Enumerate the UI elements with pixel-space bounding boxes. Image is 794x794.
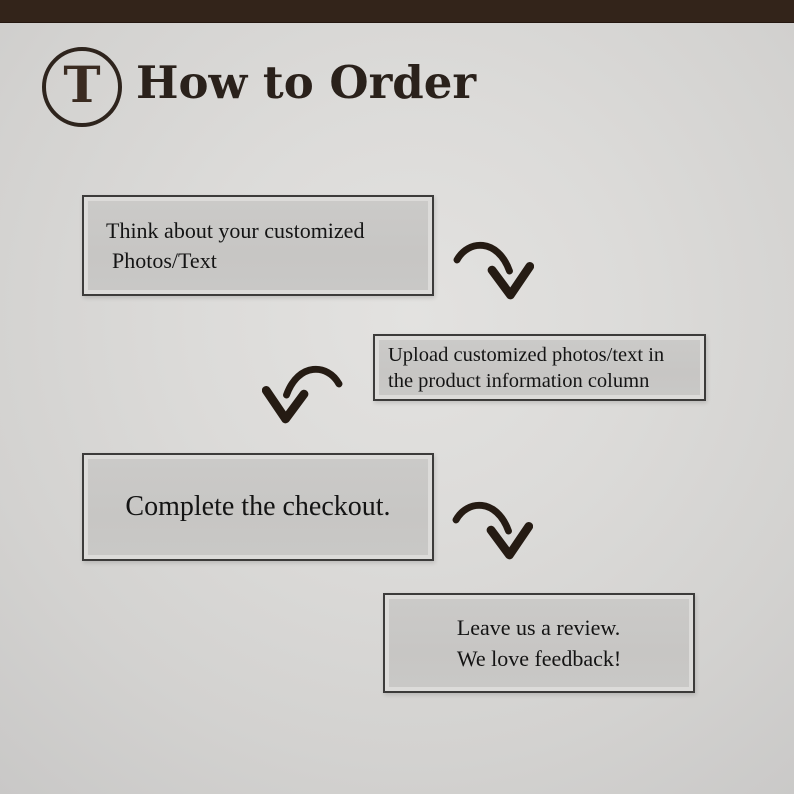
step-text-line: Leave us a review. [456, 615, 621, 640]
step-box-think [82, 195, 434, 296]
step-text-line: Upload customized photos/text in [388, 343, 665, 366]
step-text-line: We love feedback! [456, 646, 622, 671]
top-accent-bar [0, 0, 794, 23]
curved-arrow-down-left-icon [262, 360, 346, 430]
step-box-review-panel [389, 599, 689, 687]
step-box-review [383, 593, 695, 693]
step-box-upload [373, 334, 706, 401]
step-text-line: Complete the checkout. [125, 491, 391, 522]
step-box-think-panel [88, 201, 428, 290]
curved-arrow-down-right-icon [450, 236, 534, 306]
step-box-checkout-panel [88, 459, 428, 555]
curved-arrow-down-right-icon [449, 496, 533, 566]
step-box-checkout [82, 453, 434, 561]
page-title: How to Order [136, 56, 477, 109]
step-text-line: Photos/Text [112, 247, 217, 273]
step-box-upload-panel [379, 340, 700, 395]
step-text-line: the product information column [388, 369, 650, 392]
brand-logo-letter: T [63, 55, 101, 114]
brand-logo [42, 47, 122, 127]
step-text-line: Think about your customized [106, 217, 365, 243]
step-text-block [457, 612, 621, 674]
